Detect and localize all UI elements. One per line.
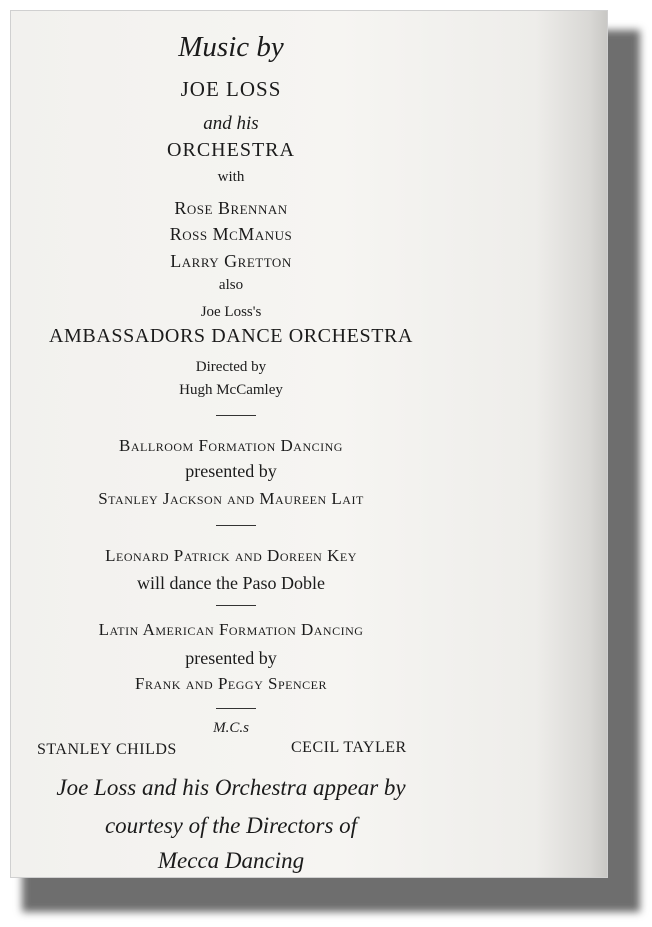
divider-rule	[216, 605, 256, 606]
divider-rule	[216, 415, 256, 416]
latin-formation-title: Latin American Formation Dancing	[98, 620, 364, 639]
courtesy-line: courtesy of the Directors of	[104, 813, 358, 838]
divider-rule	[216, 708, 256, 709]
ballroom-formation-title: Ballroom Formation Dancing	[119, 436, 343, 455]
ballroom-presented-by: presented by	[185, 461, 277, 481]
mc-name-stanley-childs: STANLEY CHILDS	[37, 741, 177, 758]
ballroom-presenters: Stanley Jackson and Maureen Lait	[98, 489, 364, 508]
band-leader-name: JOE LOSS	[180, 77, 282, 101]
singer-name: Ross McManus	[169, 224, 293, 244]
mcs-label: M.C.s	[213, 720, 249, 736]
with-text: with	[217, 169, 245, 185]
latin-presented-by: presented by	[185, 648, 277, 668]
courtesy-line: Mecca Dancing	[157, 848, 305, 873]
ambassadors-orchestra-title: AMBASSADORS DANCE ORCHESTRA	[48, 325, 414, 347]
singer-name: Larry Gretton	[170, 251, 292, 271]
programme-content	[11, 11, 451, 877]
courtesy-line: Joe Loss and his Orchestra appear by	[56, 775, 406, 800]
joe-loss-s-text: Joe Loss's	[200, 304, 262, 320]
paso-doble-dancers: Leonard Patrick and Doreen Key	[105, 546, 357, 565]
director-name: Hugh McCamley	[179, 382, 283, 398]
singer-name: Rose Brennan	[174, 198, 288, 218]
programme-page	[10, 10, 608, 878]
orchestra-title: ORCHESTRA	[167, 139, 295, 161]
directed-by-text: Directed by	[195, 359, 267, 375]
and-his-text: and his	[203, 113, 259, 134]
music-by-heading: Music by	[178, 31, 284, 63]
latin-presenters: Frank and Peggy Spencer	[135, 674, 327, 693]
mc-name-cecil-tayler: CECIL TAYLER	[291, 739, 407, 756]
divider-rule	[216, 525, 256, 526]
paso-doble-text: will dance the Paso Doble	[137, 573, 325, 593]
also-text: also	[218, 277, 244, 293]
